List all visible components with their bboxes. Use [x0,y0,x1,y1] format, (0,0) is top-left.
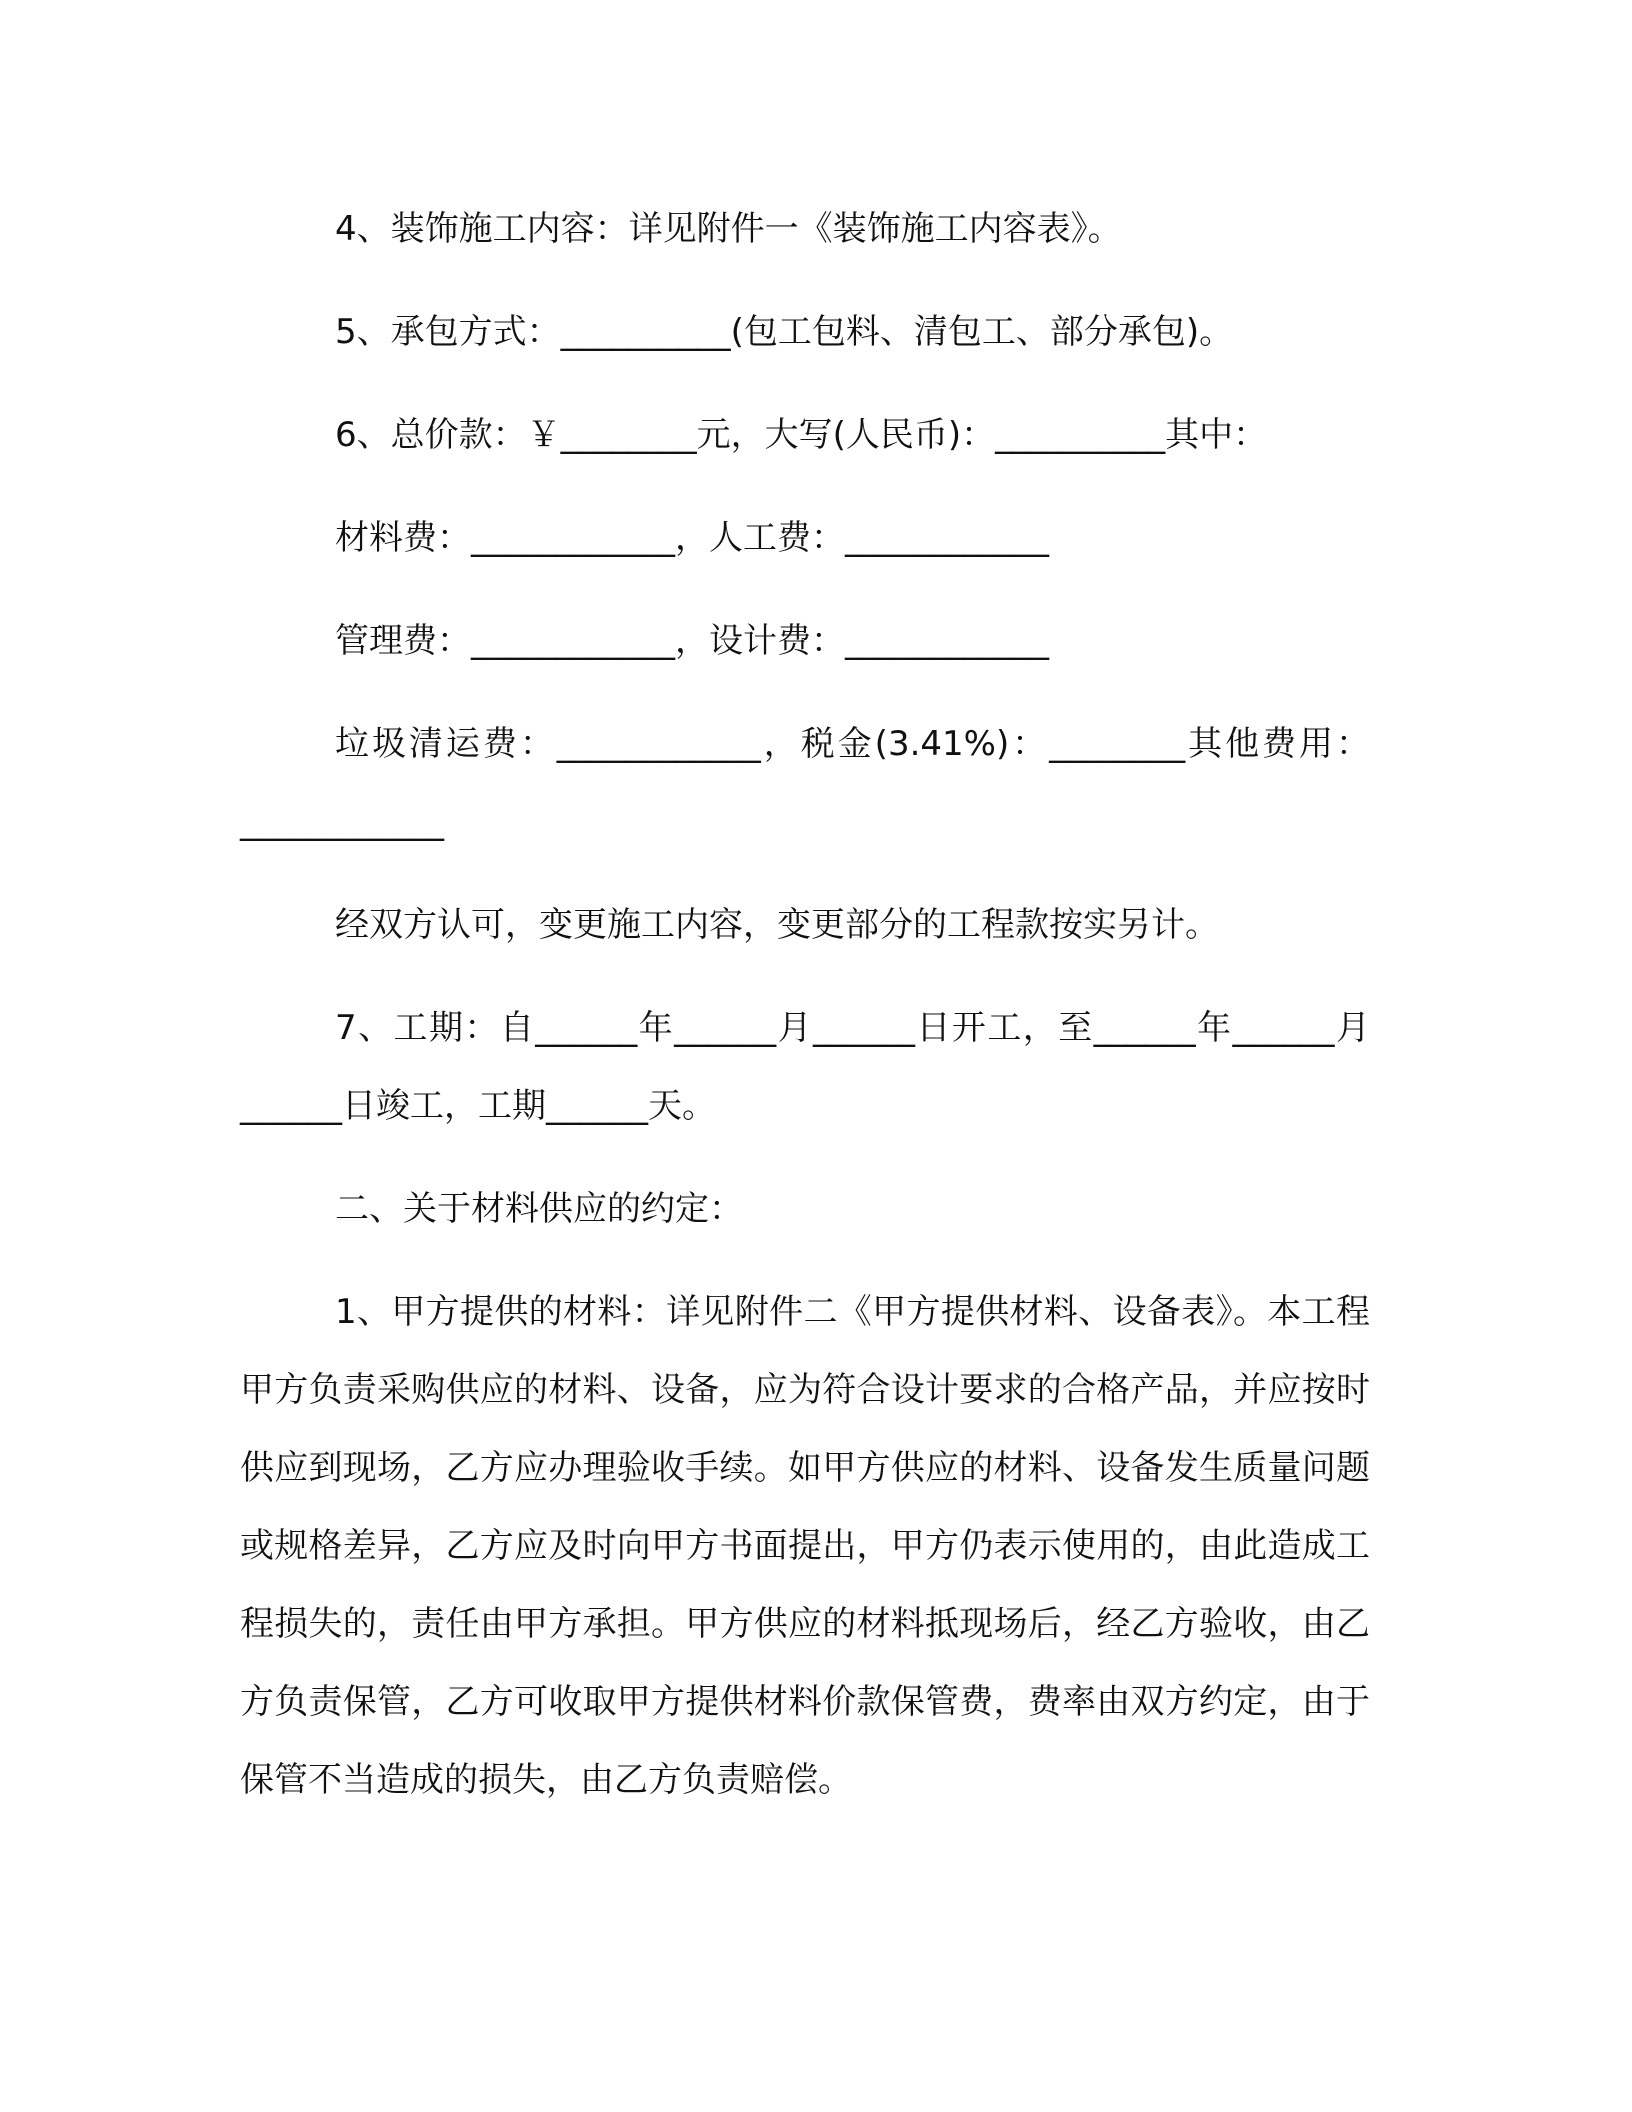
paragraph-garbage-tax-other-fee: 垃圾清运费：____________，税金(3.41%)：________其他费用：____________ [240,724,1370,842]
paragraph-party-a-materials: 1、甲方提供的材料：详见附件二《甲方提供材料、设备表》。本工程甲方负责采购供应的材料、设备，应为符合设计要求的合格产品，并应按时供应到现场，乙方应办理验收手续。如甲方供应的材料、设备发生质量问题或规格差异，乙方应及时向甲方书面提出，甲方仍表示使用的，由此造成工程损失的，责任由甲方承担。甲方供应的材料抵现场后，经乙方验收，由乙方负责保管，乙方可收取甲方提供材料价款保管费，费率由双方约定，由于保管不当造成的损失，由乙方负责赔偿。 [240,1292,1370,1800]
section-heading-material-supply: 二、关于材料供应的约定： [335,1189,743,1229]
paragraph-management-design-fee: 管理费：____________，设计费：____________ [335,621,1049,661]
paragraph-construction-period: 7、工期：自______年______月______日开工，至______年______月______日竣工，工期______天。 [240,1008,1370,1126]
paragraph-change-approval: 经双方认可，变更施工内容，变更部分的工程款按实另计。 [335,905,1219,945]
paragraph-total-price: 6、总价款：￥________元，大写(人民币)：__________其中： [335,415,1268,455]
paragraph-contract-method: 5、承包方式：__________(包工包料、清包工、部分承包)。 [335,312,1234,352]
paragraph-decoration-content: 4、装饰施工内容：详见附件一《装饰施工内容表》。 [335,209,1122,249]
paragraph-material-labor-fee: 材料费：____________，人工费：____________ [335,518,1049,558]
document-body [240,190,1370,1844]
